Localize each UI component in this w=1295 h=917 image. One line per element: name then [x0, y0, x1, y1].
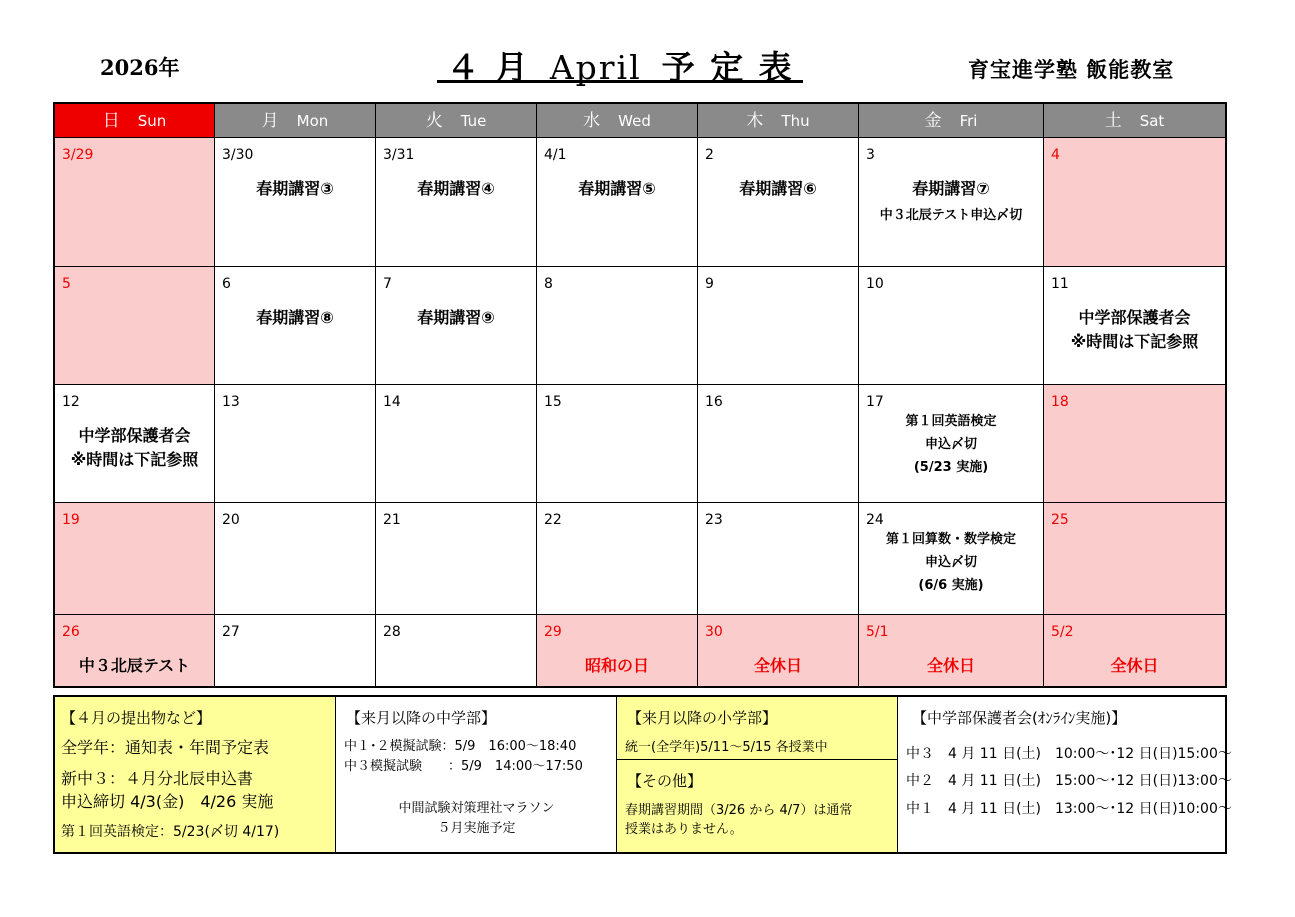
day-cell — [859, 615, 1044, 686]
day-number: 2 — [705, 147, 714, 163]
day-number: 13 — [222, 394, 240, 410]
day-number: 25 — [1051, 512, 1069, 528]
day-number: 22 — [544, 512, 562, 528]
day-event: 第１回英語検定 — [905, 414, 997, 429]
day-cell — [1044, 615, 1225, 686]
weekday-kanji: 水 — [583, 111, 601, 131]
weekday-header — [376, 104, 537, 138]
weekday-header — [55, 104, 215, 138]
parents-meeting-line: 中２ 4 月 11 日(土) 15:00～･12 日(日)13:00～ — [906, 773, 1232, 789]
junior-high-box — [336, 697, 617, 852]
day-event: 全休日 — [926, 656, 975, 675]
weekday-kanji: 日 — [102, 111, 120, 131]
weekday-header — [537, 104, 698, 138]
day-cell — [859, 138, 1044, 267]
day-event: 中学部保護者会 — [1078, 308, 1191, 327]
day-cell — [537, 385, 698, 503]
day-cell — [215, 267, 376, 385]
day-cell — [1044, 267, 1225, 385]
weekday-kanji: 金 — [924, 111, 942, 131]
day-number: 15 — [544, 394, 562, 410]
day-number: 27 — [222, 624, 240, 640]
junior-high-line: 中間試験対策理社マラソン — [398, 801, 555, 816]
day-cell — [859, 385, 1044, 503]
day-number: 3/31 — [383, 147, 415, 163]
day-number: 3/30 — [222, 147, 254, 163]
header-year: 2026年 — [100, 55, 180, 80]
day-cell — [537, 615, 698, 686]
day-event: 春期講習④ — [417, 179, 495, 198]
day-number: 28 — [383, 624, 401, 640]
weekday-english: Tue — [460, 112, 487, 130]
day-cell — [698, 503, 859, 615]
submissions-line: 全学年：通知表・年間予定表 — [61, 738, 270, 757]
title-month: ４ 月 — [446, 48, 530, 87]
day-event: 春期講習③ — [256, 179, 334, 198]
day-number: 10 — [866, 276, 884, 292]
day-cell — [376, 267, 537, 385]
school-name: 育宝進学塾 飯能教室 — [968, 57, 1175, 82]
day-number: 30 — [705, 624, 723, 640]
day-cell — [215, 385, 376, 503]
day-number: 23 — [705, 512, 723, 528]
other-title: 【その他】 — [627, 772, 703, 790]
day-event: 春期講習⑦ — [912, 179, 990, 198]
day-cell — [55, 385, 215, 503]
calendar-grid — [53, 102, 1227, 688]
parents-meeting-box — [898, 697, 1232, 852]
day-cell — [1044, 503, 1225, 615]
day-number: 7 — [383, 276, 392, 292]
day-number: 11 — [1051, 276, 1069, 292]
day-event: 中３北辰テスト申込〆切 — [879, 208, 1023, 223]
title-suffix: 予 定 表 — [661, 48, 794, 87]
day-event: (5/23 実施) — [913, 460, 989, 475]
weekday-english: Wed — [618, 112, 651, 130]
submissions-line: 第１回英語検定：5/23(〆切 4/17) — [61, 824, 280, 840]
page-title — [437, 42, 803, 87]
day-number: 18 — [1051, 394, 1069, 410]
other-line: 春期講習期間（3/26 から 4/7）は通常 — [625, 803, 853, 818]
day-cell — [859, 267, 1044, 385]
day-cell — [55, 138, 215, 267]
day-event: ※時間は下記参照 — [1070, 332, 1199, 351]
day-number: 26 — [62, 624, 80, 640]
elementary-title: 【来月以降の小学部】 — [627, 709, 778, 727]
day-number: 14 — [383, 394, 401, 410]
day-number: 5/2 — [1051, 624, 1074, 640]
weekday-kanji: 木 — [746, 111, 764, 131]
weekday-kanji: 月 — [261, 111, 279, 131]
day-number: 16 — [705, 394, 723, 410]
day-number: 8 — [544, 276, 553, 292]
weekday-english: Thu — [781, 112, 810, 130]
day-event: (6/6 実施) — [918, 578, 984, 593]
day-number: 6 — [222, 276, 231, 292]
weekday-english: Sat — [1139, 112, 1165, 130]
day-cell — [376, 138, 537, 267]
day-cell — [215, 615, 376, 686]
day-event: 中３北辰テスト — [78, 656, 191, 675]
day-cell — [698, 267, 859, 385]
day-number: 24 — [866, 512, 884, 528]
day-number: 4/1 — [544, 147, 567, 163]
title-english: April — [549, 48, 642, 87]
weekday-header — [859, 104, 1044, 138]
day-number: 5/1 — [866, 624, 889, 640]
day-event: 春期講習⑥ — [739, 179, 817, 198]
day-cell — [55, 615, 215, 686]
day-event: 全休日 — [753, 656, 802, 675]
submissions-line: 申込締切 4/3(金) 4/26 実施 — [61, 792, 274, 811]
weekday-header — [1044, 104, 1225, 138]
weekday-kanji: 土 — [1104, 111, 1122, 131]
other-box — [617, 760, 898, 852]
weekday-kanji: 火 — [425, 111, 443, 131]
day-number: 12 — [62, 394, 80, 410]
day-cell — [1044, 138, 1225, 267]
day-cell — [859, 503, 1044, 615]
junior-high-title: 【来月以降の中学部】 — [346, 709, 497, 727]
junior-high-line: 中３模擬試験 ：5/9 14:00～17:50 — [344, 759, 583, 774]
weekday-english: Fri — [959, 112, 978, 130]
day-event: 全休日 — [1110, 656, 1159, 675]
day-number: 29 — [544, 624, 562, 640]
day-event: 昭和の日 — [584, 656, 649, 675]
day-number: 4 — [1051, 147, 1060, 163]
day-cell — [55, 267, 215, 385]
day-cell — [55, 503, 215, 615]
junior-high-line: ５月実施予定 — [437, 821, 516, 836]
day-cell — [376, 615, 537, 686]
parents-meeting-line: 中３ 4 月 11 日(土) 10:00～･12 日(日)15:00～ — [906, 746, 1232, 762]
day-event: 春期講習⑨ — [417, 308, 495, 327]
day-event: 中学部保護者会 — [78, 426, 191, 445]
junior-high-line: 中１･２模擬試験：5/9 16:00～18:40 — [344, 739, 577, 754]
elementary-box — [617, 697, 898, 760]
day-cell — [376, 385, 537, 503]
weekday-header — [698, 104, 859, 138]
day-cell — [698, 138, 859, 267]
day-number: 20 — [222, 512, 240, 528]
day-event: 第１回算数・数学検定 — [885, 532, 1016, 547]
day-cell — [537, 267, 698, 385]
day-number: 9 — [705, 276, 714, 292]
parents-meeting-title: 【中学部保護者会(ｵﾝﾗｲﾝ実施)】 — [912, 709, 1127, 727]
day-cell — [215, 138, 376, 267]
day-cell — [537, 503, 698, 615]
day-number: 21 — [383, 512, 401, 528]
submissions-box — [55, 697, 336, 852]
day-number: 17 — [866, 394, 884, 410]
info-panel — [53, 695, 1232, 854]
day-cell — [215, 503, 376, 615]
submissions-title: 【４月の提出物など】 — [61, 709, 212, 727]
parents-meeting-line: 中１ 4 月 11 日(土) 13:00～･12 日(日)10:00～ — [906, 801, 1232, 817]
day-number: 19 — [62, 512, 80, 528]
other-line: 授業はありません。 — [625, 822, 743, 837]
day-cell — [698, 615, 859, 686]
day-number: 5 — [62, 276, 71, 292]
day-event: 申込〆切 — [924, 437, 977, 452]
day-number: 3/29 — [62, 147, 94, 163]
day-event: 申込〆切 — [924, 555, 977, 570]
weekday-header — [215, 104, 376, 138]
day-event: 春期講習⑧ — [256, 308, 334, 327]
day-cell — [1044, 385, 1225, 503]
weekday-english: Mon — [296, 112, 329, 130]
submissions-line: 新中３：４月分北辰申込書 — [61, 769, 254, 788]
day-cell — [537, 138, 698, 267]
elementary-line: 統一(全学年)5/11～5/15 各授業中 — [625, 740, 828, 755]
day-cell — [376, 503, 537, 615]
weekday-english: Sun — [137, 112, 167, 130]
day-event: 春期講習⑤ — [578, 179, 656, 198]
day-event: ※時間は下記参照 — [70, 450, 199, 469]
day-number: 3 — [866, 147, 875, 163]
day-cell — [698, 385, 859, 503]
